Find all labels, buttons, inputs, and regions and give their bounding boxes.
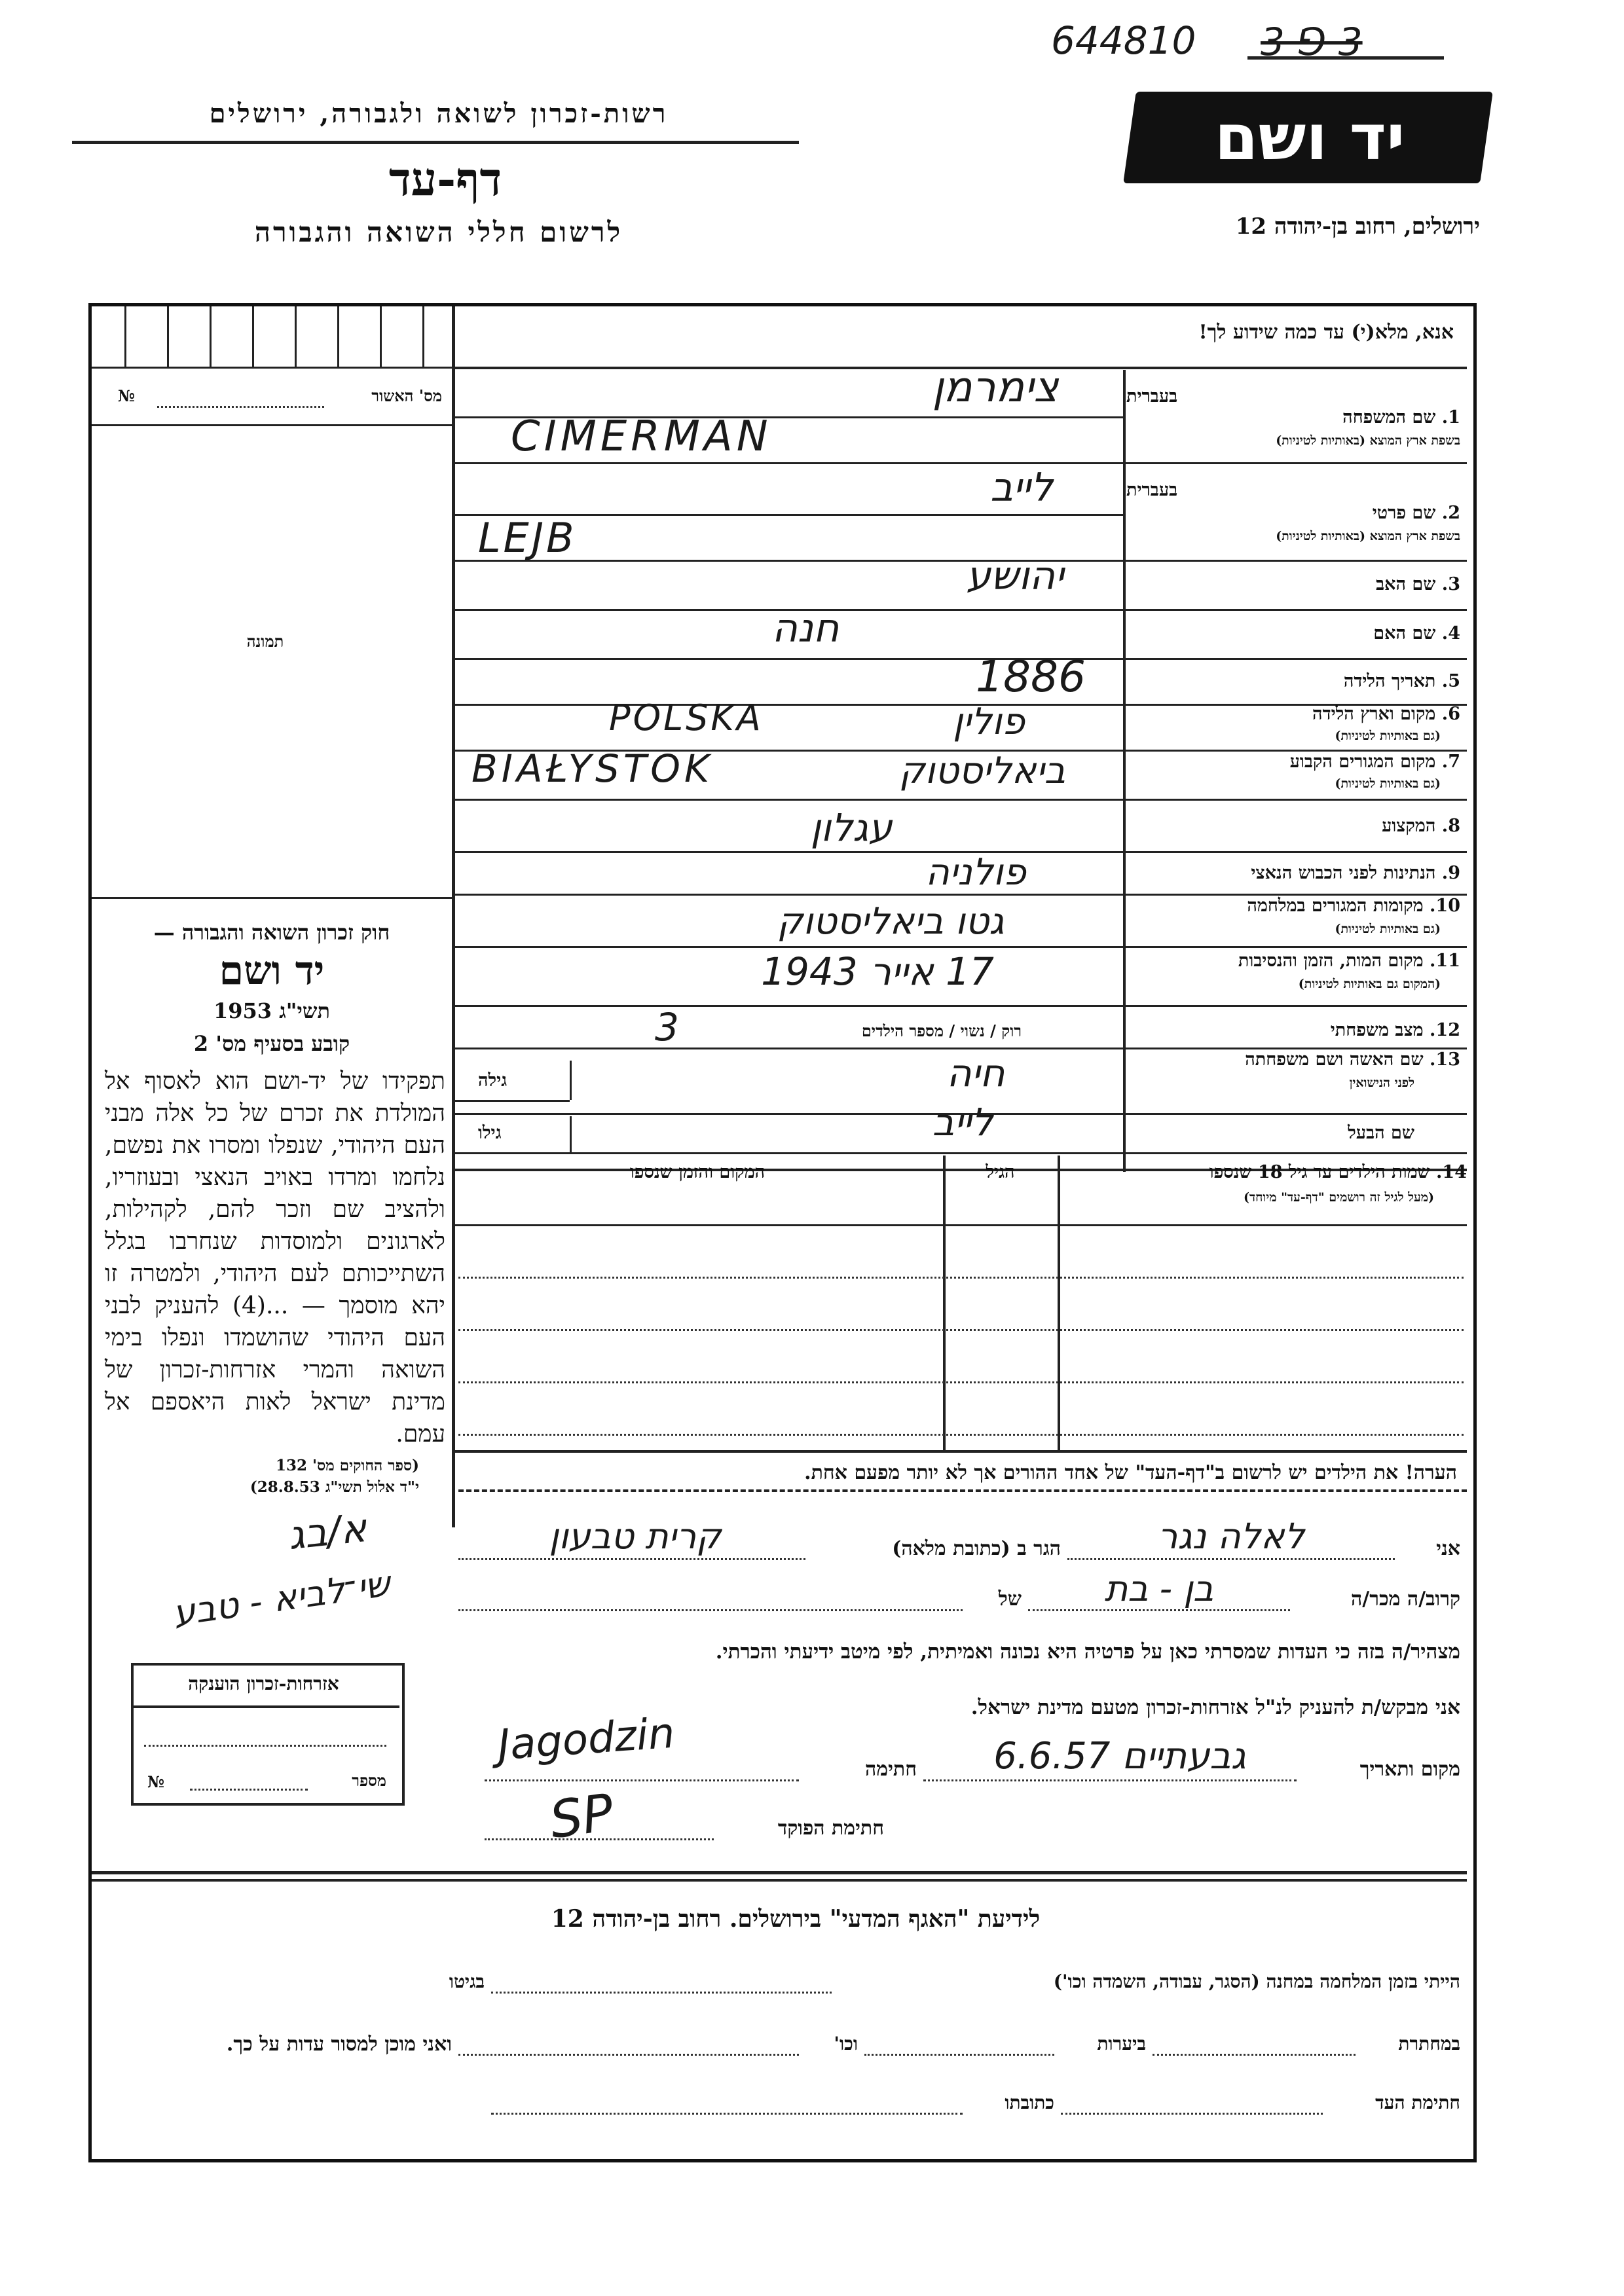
hw-marital: 3 bbox=[655, 1005, 679, 1049]
field-4-label: 4. שם האם bbox=[1373, 623, 1460, 644]
photo-label: תמונה bbox=[246, 632, 284, 651]
place-date-label: מקום ותאריך bbox=[1359, 1758, 1460, 1781]
footer-line1-b: בגיטו bbox=[449, 1971, 485, 1992]
children-age-header: הגיל bbox=[986, 1162, 1015, 1182]
hw-officer-signature: SP bbox=[546, 1783, 618, 1851]
law-ref-2: י"ד אלול תשי"ג 28.8.53) bbox=[249, 1478, 419, 1496]
field-9-label: 9. הנתינות לפני הכבוש הנאצי bbox=[1251, 863, 1460, 883]
field-7-sub: (גם באותיות לטיניות) bbox=[1335, 776, 1441, 791]
field-5-label: 5. תאריך הלידה bbox=[1343, 671, 1460, 691]
request-text: אני מבקש/ת להעניק לנ"ל אזרחות-זכרון מטעם מדינת ישראל. bbox=[970, 1696, 1460, 1719]
field-8-label: 8. המקצוע bbox=[1382, 816, 1460, 836]
footer-line1-a: הייתי בזמן המלחמה במחנה (הסגר, עבודה, השמדה וכו') bbox=[1053, 1971, 1460, 1992]
children-place-header: המקום והזמן שנספו bbox=[629, 1162, 766, 1182]
form-subtitle: לרשום חללי השואה והגבורה bbox=[254, 216, 623, 248]
field-6-label: 6. מקום וארץ הלידה bbox=[1312, 704, 1460, 724]
field-1-sub: בשפת ארץ המוצא (באותיות לטיניות) bbox=[1276, 433, 1460, 448]
citizenship-box-title: אזרחות-זכרון הוענקה bbox=[188, 1673, 339, 1694]
law-name: יד ושם bbox=[219, 948, 325, 994]
label-column-divider bbox=[1123, 370, 1126, 1172]
hw-profession: עגלון bbox=[810, 805, 893, 850]
hw-family-name-lat: CIMERMAN bbox=[511, 412, 772, 461]
footer-line3-a: חתימת העד bbox=[1375, 2092, 1460, 2113]
field-2-sub: בשפת ארץ המוצא (באותיות לטיניות) bbox=[1276, 529, 1460, 543]
hw-family-name-he: צימרמן bbox=[932, 363, 1059, 412]
photo-area-top bbox=[92, 424, 452, 426]
form-title: דף-עד bbox=[388, 152, 502, 206]
law-ref-1: (ספר החוקים מס' 132 bbox=[276, 1457, 419, 1474]
wife-age-label: גילה bbox=[478, 1070, 507, 1091]
hw-declarant-address: קרית טבעון bbox=[549, 1516, 722, 1557]
footer-line2-d: ואני מוכן למסור עדות על כך. bbox=[226, 2033, 452, 2056]
approval-no-sign: № bbox=[118, 386, 136, 405]
of-label: של bbox=[998, 1588, 1022, 1611]
relative-label: קרוב/ה מכר/ה bbox=[1351, 1588, 1460, 1611]
field-3-label: 3. שם האב bbox=[1376, 574, 1460, 594]
citizenship-no-sign: № bbox=[147, 1772, 165, 1791]
footer-line2-b: ביערות bbox=[1097, 2033, 1146, 2054]
officer-signature-label: חתימת הפוקד bbox=[777, 1817, 884, 1840]
hw-birth-place: POLSKA bbox=[609, 697, 764, 738]
husband-age-label: גילו bbox=[478, 1123, 502, 1143]
field-10-label: 10. מקומות המגורים במלחמה bbox=[1247, 896, 1460, 916]
citizenship-number-label: מספר bbox=[352, 1771, 386, 1790]
struck-number-strike bbox=[1247, 56, 1444, 60]
law-section: קובע בסעיף מס' 2 bbox=[193, 1031, 350, 1056]
authority-underline bbox=[72, 141, 799, 144]
remark-text: הערה! את הילדים יש לרשום ב"דף-העד" של אחד ההורים אך לא יותר מפעם אחת. bbox=[804, 1461, 1457, 1484]
hw-declarant-name: לאלה נגר bbox=[1157, 1516, 1305, 1557]
husband-label: שם הבעל bbox=[1348, 1123, 1414, 1143]
hw-husband: לייב bbox=[932, 1100, 993, 1144]
declarant-lives-label: הגר ב (כתובת מלאה) bbox=[892, 1537, 1061, 1560]
hw-birth-place-he: פולין bbox=[953, 701, 1025, 743]
children-sub: (מעל לגיל זה רושמים "דף-עד" מיוחד) bbox=[1243, 1190, 1434, 1205]
hebrew-label-2: בעברית bbox=[1126, 480, 1178, 500]
marital-options: רוק / נשוי / מספר הילדים bbox=[861, 1021, 1022, 1040]
hw-side-note-1: א/בג bbox=[286, 1504, 369, 1559]
hw-first-name-he: לייב bbox=[990, 465, 1053, 511]
hw-first-name-lat: LEJB bbox=[478, 514, 577, 562]
field-1-label: 1. שם המשפחה bbox=[1342, 407, 1460, 428]
hw-wartime-place: גטו ביאליסטוק bbox=[777, 900, 1005, 943]
field-13-label: 13. שם האשה ושם משפחתה bbox=[1245, 1049, 1460, 1070]
field-2-label: 2. שם פרטי bbox=[1372, 503, 1460, 523]
hw-citizenship: פולניה bbox=[925, 851, 1026, 894]
children-label: 14. שמות הילדים עד גיל 18 שנספו bbox=[1209, 1162, 1467, 1182]
hw-residence-he: ביאליסטוק bbox=[898, 750, 1066, 792]
footer-line3-b: כתובתו bbox=[1005, 2092, 1054, 2113]
hw-wife: חיה bbox=[946, 1051, 1005, 1095]
field-6-sub: (גם באותיות לטיניות) bbox=[1335, 729, 1441, 743]
left-column-divider bbox=[452, 306, 455, 1527]
field-11-label: 11. מקום המות, הזמן והנסיבות bbox=[1238, 951, 1460, 971]
declarant-prefix: אני bbox=[1436, 1537, 1460, 1560]
law-text: תפקידו של יד-ושם הוא לאסוף אל המולדת את זכרם של כל אלה מבני העם היהודי, שנפלו ומסרו את נפשם, נלחמו ומרדו באויב הנאצי ובעוזריו, ולהציב שם וזכר להם, לקהילות, לארגונים ולמוסדות שנחרבו בגלל השתייכותם לעם היהודי, ולמטרה זו יהא מוסמך — ...(4) להעניק לבני העם היהודי שהושמדו ונפלו בימי השואה והמרי אזרחות-זכרון של מדינת ישראל לאות היאספם אל עמם. bbox=[105, 1068, 445, 1448]
hebrew-label-1: בעברית bbox=[1126, 386, 1178, 407]
hw-father: יהושע bbox=[966, 553, 1064, 599]
authority-line: רשות-זכרון לשואה ולגבורה, ירושלים bbox=[209, 98, 669, 129]
declaration-text: מצהיר/ה בזה כי העדות שמסרתי כאן על פרטיה היא נכונה ואמיתית, לפי מיטב ידיעתי והכרתי. bbox=[715, 1640, 1460, 1664]
struck-number: 3 ⅁ 3 bbox=[1261, 20, 1363, 64]
logo-text: יד ושם bbox=[1214, 101, 1405, 174]
hw-birth-date: 1886 bbox=[976, 651, 1086, 702]
hw-death: 17 אייר 1943 bbox=[761, 949, 994, 994]
footer-title: לידיעת "האגף המדעי" בירושלים. רחוב בן-יהודה 12 bbox=[551, 1905, 1041, 1933]
hw-place-date: גבעתיים 6.6.57 bbox=[993, 1735, 1246, 1777]
field-7-label: 7. מקום המגורים הקבוע bbox=[1289, 752, 1460, 772]
photo-area-bottom bbox=[92, 897, 452, 899]
hw-side-note-2: שי־לביא - טבע bbox=[170, 1563, 393, 1634]
field-11-sub: (המקום גם באותיות לטיניות) bbox=[1298, 977, 1441, 991]
address: ירושלים, רחוב בן-יהודה 12 bbox=[1235, 213, 1480, 240]
please-note: אנא, מלא(י) עד כמה שידוע לך! bbox=[1198, 321, 1454, 344]
law-year: תשי"ג 1953 bbox=[213, 998, 330, 1023]
field-10-sub: (גם באותיות לטיניות) bbox=[1335, 922, 1441, 936]
archive-number: 644810 bbox=[1051, 18, 1196, 63]
hw-mother: חנה bbox=[771, 606, 840, 651]
footer-line2-a: במחתרת bbox=[1398, 2033, 1460, 2054]
approval-no-line bbox=[157, 406, 324, 408]
hw-relation: בן - בת bbox=[1104, 1568, 1214, 1609]
hw-residence: BIAŁYSTOK bbox=[471, 746, 713, 791]
law-title: חוק זכרון השואה והגבורה — bbox=[153, 920, 390, 945]
approval-no-label: מס' האשור bbox=[371, 386, 442, 405]
tick-row-bottom bbox=[92, 367, 452, 369]
field-13-sub: לפני הנישואין bbox=[1349, 1076, 1414, 1090]
footer-line2-c: וכו' bbox=[834, 2033, 858, 2054]
footer-separator-1 bbox=[92, 1871, 1467, 1874]
field-12-label: 12. מצב משפחתי bbox=[1330, 1020, 1460, 1040]
footer-separator-2 bbox=[92, 1879, 1467, 1882]
hw-signature: Jagodzin bbox=[496, 1709, 676, 1770]
signature-label: חתימה bbox=[865, 1758, 917, 1781]
